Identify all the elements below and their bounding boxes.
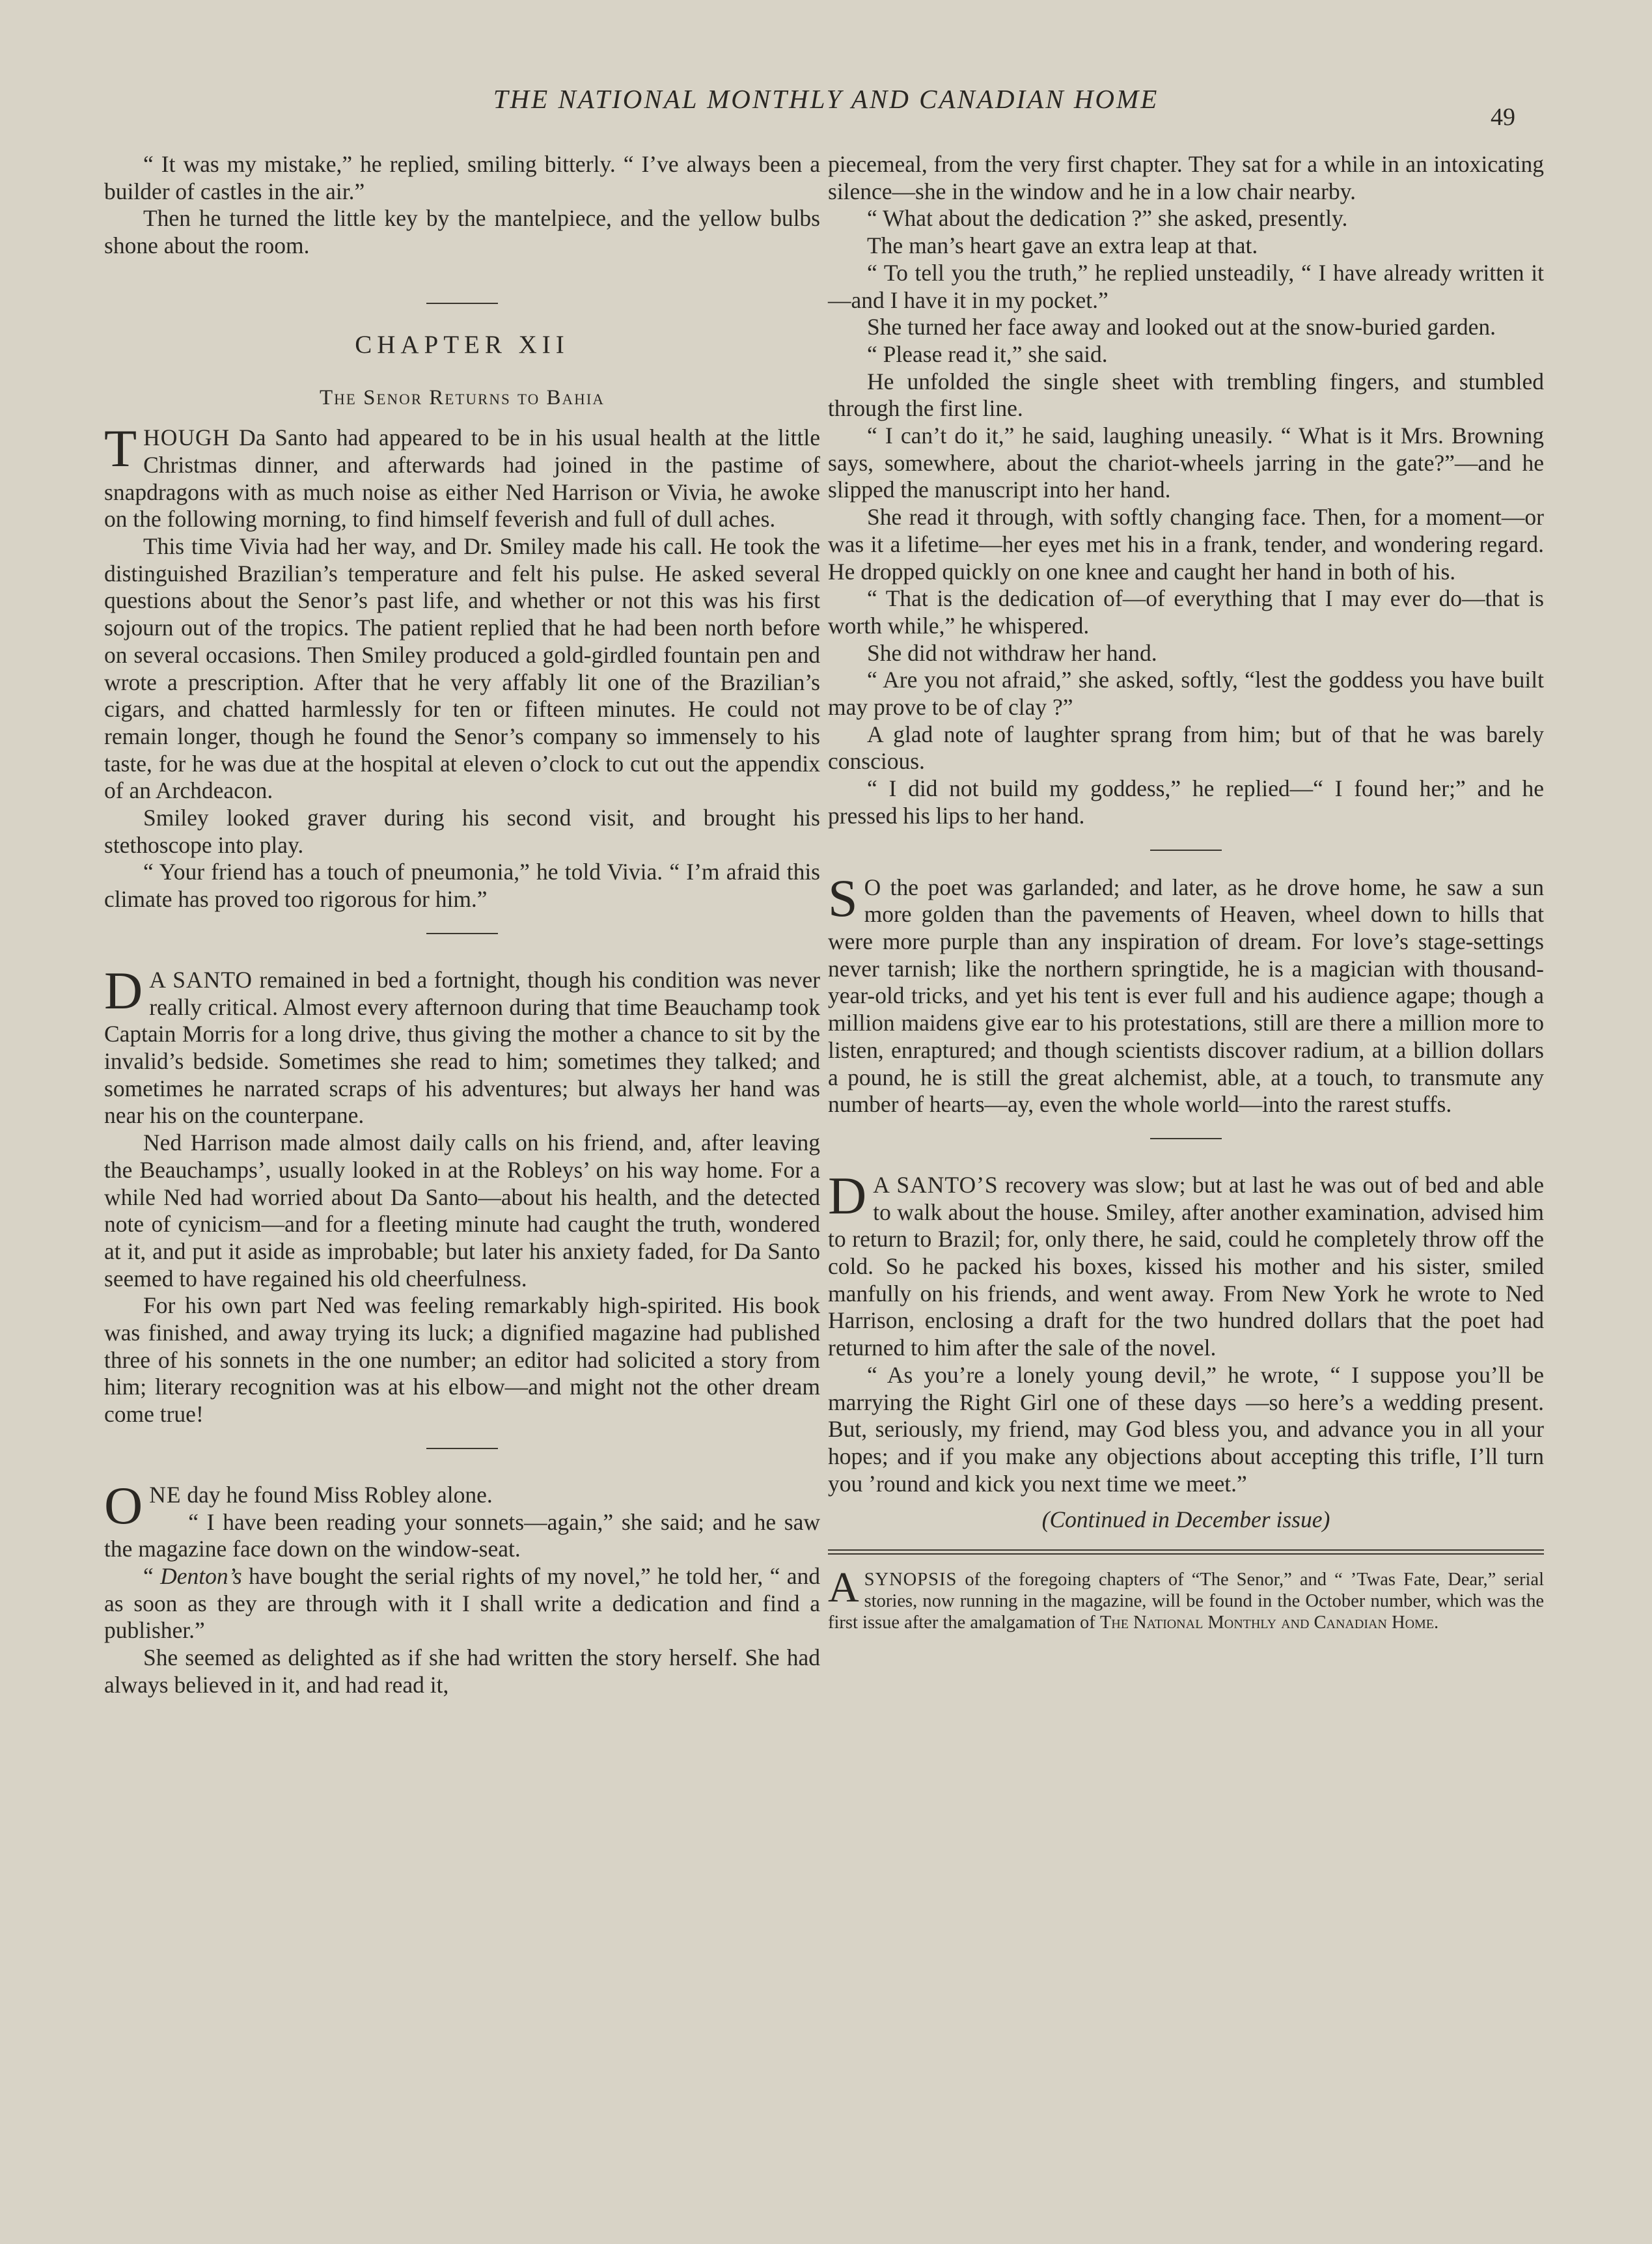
paragraph-text: day he found Miss Robley alone. bbox=[181, 1481, 493, 1508]
right-column bbox=[828, 151, 1544, 1633]
paragraph: “ Are you not afraid,” she asked, softly, “lest the goddess you have built may prove to be of clay ?” bbox=[828, 667, 1544, 721]
paragraph bbox=[828, 868, 1544, 1118]
paragraph-text: Da Santo had appeared to be in his usual health at the little Christmas dinner, and afterwards had joined in the pastime of snapdragons with as much noise as either Ned Harrison or Vivia, he awoke on the following morning, to find himself feverish and full of dull aches. bbox=[104, 424, 820, 533]
paragraph: “ As you’re a lonely young devil,” he wrote, “ I suppose you’ll be marrying the Right Girl one of these days —so here’s a wedding present. But, seriously, my friend, may God bless you, and advance you in all your hopes; and if you make any objections about accepting this trifle, I’ll turn you ’round and kick you next time we meet.” bbox=[828, 1361, 1544, 1497]
paragraph: “ It was my mistake,” he replied, smiling bitterly. “ I’ve always been a builder of castles in the air.” bbox=[104, 151, 820, 204]
drop-cap: D bbox=[104, 960, 143, 1020]
paragraph: “ I have been reading your sonnets—again,” she said; and he saw the magazine face down on the window-seat. bbox=[104, 1508, 820, 1562]
paragraph: “ I can’t do it,” he said, laughing uneasily. “ What is it Mrs. Browning says, somewhere, about the chariot-wheels jarring in the gate?”—and he slipped the manuscript into her hand. bbox=[828, 422, 1544, 503]
paragraph bbox=[104, 960, 820, 1129]
drop-cap: T bbox=[104, 419, 137, 478]
paragraph-text: have bought the serial rights of my novel,” he told her, “ and as soon as they are through with it I shall write a dedication and find a publisher.” bbox=[104, 1562, 821, 1644]
paragraph-text: O the poet was garlanded; and later, as he drove home, he saw a sun more golden than the pavements of Heaven, wheel down to hills that were more purple than any inspiration of dream. For love’s stage-settings never tarnish; like the northern springtide, he is a magician with thousand-year-old tricks, and yet his tent is ever full and his audience agape; though a million maidens give ear to his protestations, still are there a million more to listen, enraptured; and though scientists discover radium, at a billion dollars a pound, he is still the great alchemist, able, at a touch, to transmute any number of hearts—ay, even the whole world—into the rarest stuffs. bbox=[828, 874, 1544, 1118]
quote-open: “ bbox=[143, 1562, 161, 1589]
double-rule bbox=[828, 1549, 1544, 1555]
page-number: 49 bbox=[1491, 104, 1515, 131]
paragraph: “ To tell you the truth,” he replied unsteadily, “ I have already written it—and I have it in my pocket.” bbox=[828, 259, 1544, 313]
paragraph: A glad note of laughter sprang from him; but of that he was barely conscious. bbox=[828, 721, 1544, 775]
lead-in: HOUGH bbox=[143, 424, 230, 451]
paragraph: piecemeal, from the very first chapter. They sat for a while in an intoxicating silence—she in the window and he in a low chair nearby. bbox=[828, 151, 1544, 204]
paragraph bbox=[104, 1563, 820, 1644]
paragraph-text: remained in bed a fortnight, though his condition was never really critical. Almost every afternoon during that time Beauchamp took Captain Morris for a long drive, thus giving the mother a chance to sit by the invalid’s bedside. Sometimes she read to him; sometimes they talked; and sometimes he narrated scraps of his adventures; but always her hand was near his on the counterpane. bbox=[104, 966, 820, 1129]
chapter-subtitle: The Senor Returns to Bahia bbox=[320, 385, 605, 409]
lead-in: A SANTO bbox=[149, 966, 253, 993]
continued-note: (Continued in December issue) bbox=[1041, 1506, 1330, 1533]
publication-name: Denton’s bbox=[160, 1562, 242, 1589]
drop-cap: A bbox=[828, 1564, 859, 1612]
paragraph: Smiley looked graver during his second visit, and brought his stethoscope into play. bbox=[104, 805, 820, 858]
synopsis-note bbox=[828, 1564, 1544, 1633]
paragraph: This time Vivia had her way, and Dr. Smiley made his call. He took the distinguished Brazilian’s temperature and felt his pulse. He asked several questions about the Senor’s past life, and whether or not this was his first sojourn out of the tropics. The patient replied that he had been north before on several occasions. Then Smiley produced a gold-girdled fountain pen and wrote a prescription. After that he very affably lit one of the Brazilian’s cigars, and chatted harmlessly for ten or fifteen minutes. He could not remain longer, though he found the Senor’s company so immensely to his taste, for he was due at the hospital at eleven o’clock to cut out the appendix of an Archdeacon. bbox=[104, 533, 820, 804]
lead-in: A SANTO’S bbox=[873, 1171, 998, 1198]
paragraph: “ I did not build my goddess,” he replied—“ I found her;” and he pressed his lips to her hand. bbox=[828, 775, 1544, 829]
drop-cap: S bbox=[828, 868, 858, 928]
paragraph: “ Please read it,” she said. bbox=[867, 340, 1108, 367]
paragraph: She seemed as delighted as if she had written the story herself. She had always believed in it, and had read it, bbox=[104, 1644, 820, 1698]
running-title: THE NATIONAL MONTHLY AND CANADIAN HOME bbox=[493, 84, 1159, 114]
paragraph: “ What about the dedication ?” she asked, presently. bbox=[867, 205, 1348, 232]
paragraph: He unfolded the single sheet with trembling fingers, and stumbled through the first line. bbox=[828, 368, 1544, 422]
left-column bbox=[104, 151, 820, 1698]
paragraph-text: . bbox=[1434, 1613, 1439, 1633]
paragraph: The man’s heart gave an extra leap at that. bbox=[867, 232, 1258, 259]
drop-cap: D bbox=[828, 1165, 867, 1225]
chapter-title: CHAPTER XII bbox=[355, 330, 570, 359]
paragraph: For his own part Ned was feeling remarkably high-spirited. His book was finished, and away trying its luck; a dignified magazine had published three of his sonnets in the one number; an editor had solicited a story from him; literary recognition was at his elbow—and might not the other dream come true! bbox=[104, 1292, 820, 1428]
paragraph: She did not withdraw her hand. bbox=[867, 639, 1157, 666]
paragraph-text: of the foregoing chapters of “The Senor,” and “ ’Twas Fate, Dear,” serial stories, now running in the magazine, will be found in the October number, which was the first issue after the amalgamation of bbox=[828, 1570, 1544, 1633]
drop-cap: O bbox=[104, 1475, 143, 1535]
lead-in: SYNOPSIS bbox=[864, 1570, 957, 1590]
publication-name: The National Monthly and Canadian Home bbox=[1099, 1613, 1435, 1633]
paragraph: She read it through, with softly changing face. Then, for a moment—or was it a lifetime—her eyes met his in a frank, tender, and wondering regard. He dropped quickly on one knee and caught her hand in both of his. bbox=[828, 504, 1544, 585]
paragraph bbox=[104, 419, 820, 533]
paragraph: Then he turned the little key by the mantelpiece, and the yellow bulbs shone about the room. bbox=[104, 205, 820, 259]
paragraph: She turned her face away and looked out at the snow-buried garden. bbox=[867, 314, 1496, 340]
paragraph bbox=[828, 1165, 1544, 1362]
paragraph: “ Your friend has a touch of pneumonia,” he told Vivia. “ I’m afraid this climate has proved too rigorous for him.” bbox=[104, 859, 820, 913]
paragraph-text: recovery was slow; but at last he was out of bed and able to walk about the house. Smiley, after another examination, advised him to return to Brazil; for, only there, he said, could he completely throw off the cold. So he packed his boxes, kissed his mother and his sister, smiled manfully on his friends, and went away. From New York he wrote to Ned Harrison, enclosing a draft for the two hundred dollars that the poet had returned to him after the sale of the novel. bbox=[828, 1171, 1544, 1361]
lead-in: NE bbox=[149, 1481, 182, 1508]
paragraph: “ That is the dedication of—of everything that I may ever do—that is worth while,” he whispered. bbox=[828, 585, 1544, 639]
paragraph: Ned Harrison made almost daily calls on his friend, and, after leaving the Beauchamps’, usually looked in at the Robleys’ on his way home. For a while Ned had worried about Da Santo—about his health, and the detected note of cynicism—and for a fleeting minute had caught the truth, wondered at it, and put it aside as improbable; but later his anxiety faded, for Da Santo seemed to have regained his old cheerfulness. bbox=[104, 1129, 820, 1292]
